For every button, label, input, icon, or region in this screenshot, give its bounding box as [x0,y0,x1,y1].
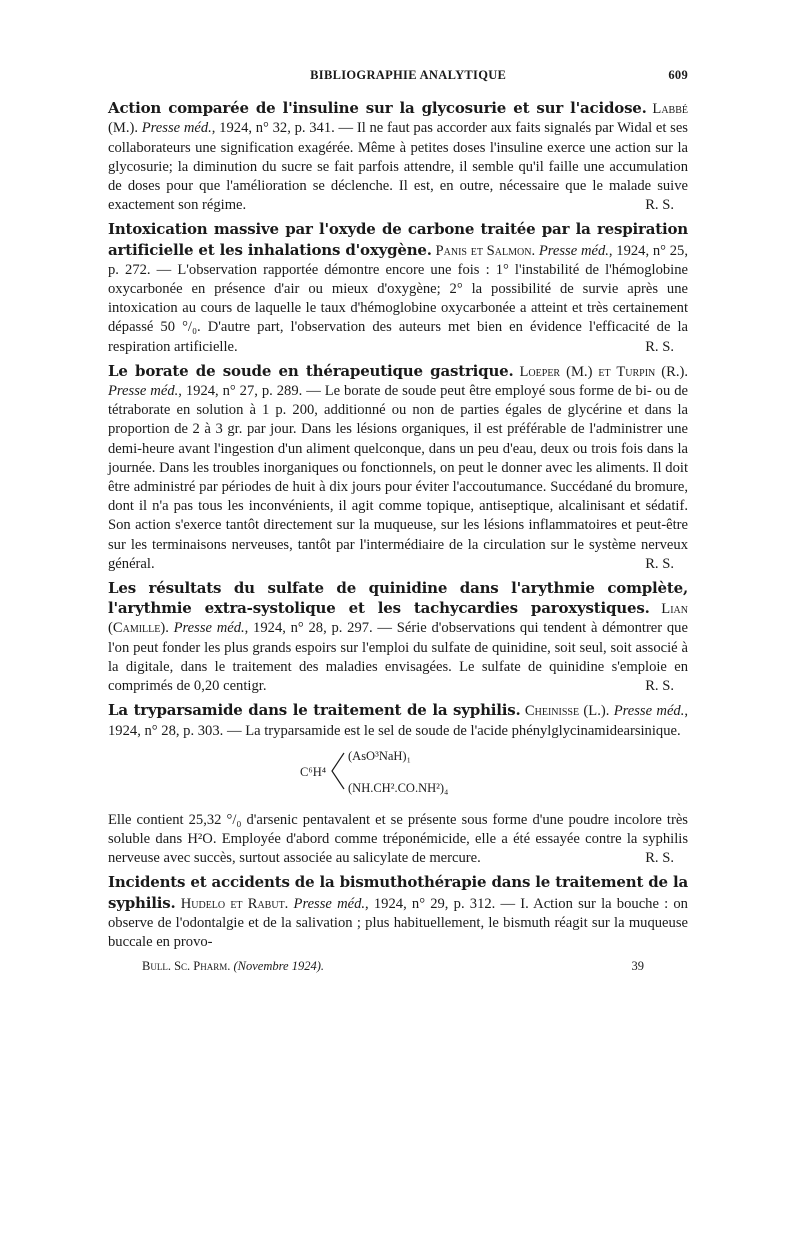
formula-bracket [330,751,346,791]
article-body-after: Elle contient 25,32 °/₀ d'arsenic pentavalent et se présente sous forme d'une poudre incolore très soluble dans H²O. Employée d'abord comme tréponémicide, elle a été essayée contre la syphilis nerveuse avec succès, surtout associée au salicylate de mercure. [108,811,688,867]
article-journal: Presse méd. [173,620,245,637]
page-footer [108,957,688,976]
article-bismuthotherapie [108,873,688,952]
article-title: Incidents et accidents de la bismuthothérapie dans le traitement de la syphilis. [108,873,688,912]
footer-sheet-number: 39 [631,959,644,974]
footer-date: (Novembre 1924). [233,959,324,974]
article-tryparsamide [108,701,688,740]
article-authors: Hudelo et Rabut. [180,895,289,912]
article-authors: Cheinisse (L.). [524,703,610,720]
article-oxyde-carbone [108,220,688,356]
article-journal: Presse méd. [293,895,366,912]
article-insuline [108,99,688,215]
chemical-formula [108,743,688,801]
article-quinidine [108,579,688,696]
article-body: L'observation rapportée démontre encore une fois : 1° l'instabilité de l'hémoglobine oxycarbonée en présence d'air ou mieux d'oxygène; 2° la possibilité de survie après une intoxication au cours de laquelle le taux d'hémoglobine oxycarbonée a atteint et très certainement dépassé 50 °/₀. D'autre part, l'observation des auteurs met bien en évidence l'efficacité de la respiration artificielle. [108,261,689,355]
article-title: Action comparée de l'insuline sur la glycosurie et sur l'acidose. [108,99,647,118]
footer-journal: Bull. Sc. Pharm. [142,959,231,974]
article-citation: , 1924, n° 27, p. 289. — [178,383,321,400]
formula-bottom: (NH.CH².CO.NH²)₄ [348,780,449,795]
running-head [108,66,688,85]
article-authors: Lian (Camille). [108,601,688,637]
article-body: La tryparsamide est le sel de soude de l'acide phénylglycinamidearsinique. [245,722,681,739]
article-authors: Loeper (M.) et Turpin (R.). [519,363,688,380]
page-number: 609 [668,68,688,82]
article-journal: Presse méd. [613,703,685,720]
article-body: Le borate de soude peut être employé sous forme de bi- ou de tétraborate en solution à 1 p. 200, additionné ou non de parties égales de glycérine et dans la proportion de 2 à 3 gr. par jour. Dans les lésions organiques, il est préférable de l'administrer une demi-heure avant l'ingestion d'un aliment quelconque, dans un peu d'eau, deux ou trois fois dans la journée. Dans les troubles inorganiques ou fonctionnels, on peut le donner avec les aliments. Il doit être administré par périodes de huit à dix jours pour éviter l'accoutumance. Succédané du bromure, dont il n'a pas tous les inconvénients, il agit comme topique, antiseptique, alcalinisant et sédatif. Son action s'exerce tantôt directement sur la muqueuse, sur les lésions inflammatoires et peut-être sur les terminaisons nerveuses, tantôt par l'intermédiaire de la circulation sur le système nerveux général. [108,383,688,572]
article-citation: , 1924, n° 32, p. 341. — [211,120,354,137]
running-head-title: BIBLIOGRAPHIE ANALYTIQUE [310,68,507,82]
article-tryparsamide-continued [108,811,688,869]
article-signature: R. S. [645,850,674,867]
article-citation: , 1924, n° 25, p. 272. — [108,242,688,278]
article-citation: , 1924, n° 28, p. 303. — [108,703,689,739]
article-title: Les résultats du sulfate de quinidine dans l'arythmie complète, l'arythmie extra-systolique et les tachycardies paroxystiques. [108,579,688,618]
article-citation: , 1924, n° 28, p. 297. — [244,620,393,637]
article-signature: R. S. [645,555,674,572]
formula-base: C⁶H⁴ [300,764,327,779]
article-authors: Panis et Salmon. [435,242,536,259]
article-citation: , 1924, n° 29, p. 312. — [365,895,516,912]
article-journal: Presse méd. [141,120,212,137]
article-body: I. Action sur la bouche : on observe de l'odontalgie et de la salivation ; plus habituellement, le bismuth réagit sur la muqueuse buccale en provo- [108,895,688,950]
article-signature: R. S. [645,197,674,214]
article-signature: R. S. [645,678,674,695]
article-body: Série d'observations qui tendent à démontrer que l'on peut fonder les plus grands espoirs sur l'emploi du sulfate de quinidine, soit seul, soit associé à la digitale, dans le traitement des maladies envisagées. Le sulfate de quinidine s'emploie en comprimés de 0,20 centigr. [108,620,688,695]
article-journal: Presse méd. [108,383,179,400]
article-signature: R. S. [645,338,674,355]
formula-top: (AsO³NaH)₁ [348,748,411,763]
article-title: Le borate de soude en thérapeutique gastrique. [108,361,514,380]
article-title: La tryparsamide dans le traitement de la syphilis. [108,701,521,720]
article-body: Il ne faut pas accorder aux faits signalés par Widal et ses collaborateurs une signification exagérée. Même à petites doses l'insuline exerce une action sur la glycosurie; la diminution du sucre se fait parfois attendre, il semble qu'il faille une accumulation de doses pour que l'amélioration se déclenche. Il est, en outre, nécessaire que le malade suive exactement son régime. [108,120,688,214]
article-title: Intoxication massive par l'oxyde de carbone traitée par la respiration artificielle et les inhalations d'oxygène. [108,220,688,259]
page [108,66,688,976]
article-authors: Labbé (M.). [108,101,688,137]
article-borate-soude [108,362,688,574]
article-journal: Presse méd. [538,242,609,259]
